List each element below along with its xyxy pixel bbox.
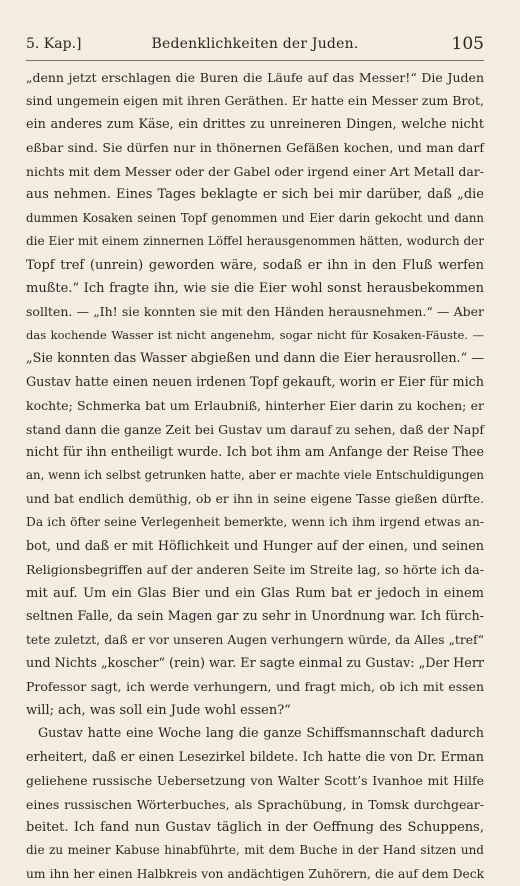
body-text [26,66,484,886]
text-line: die zu meiner Kabuse hinabführte, mit dem Buche in der Hand sitzen und [26,843,484,858]
text-line: das kochende Wasser ist nicht angenehm, sogar nicht für Kosaken-Fäuste. — [26,327,484,342]
text-line: stand dann die ganze Zeit bei Gustav um darauf zu sehen, daß der Napf [26,421,484,437]
text-line: mit auf. Um ein Glas Bier und ein Glas Rum bat er jedoch in einem [26,585,484,601]
chapter-label: 5. Kap.] [26,36,82,52]
text-line: ein anderes zum Käse, ein drittes zu unreineren Dingen, welche nicht [26,116,484,132]
text-line: Religionsbegriffen auf der anderen Seite im Streite lag, so hörte ich da- [26,562,484,578]
text-line: die Eier mit einem zinnernen Löffel herausgenommen hätten, wodurch der [26,234,484,249]
text-line: beitet. Ich fand nun Gustav täglich in der Oeffnung des Schuppens, [26,820,484,835]
text-line: tete zuletzt, daß er vor unseren Augen verhungern würde, da Alles „tref“ [26,632,484,647]
running-header [26,34,484,60]
page-number: 105 [451,34,484,54]
text-line: Topf tref (unrein) geworden wäre, sodaß er ihn in den Fluß werfen [26,257,484,273]
text-line: aus nehmen. Eines Tages beklagte er sich bei mir darüber, daß „die [26,187,484,203]
text-line: Gustav hatte eine Woche lang die ganze Schiffsmannschaft dadurch [38,726,484,742]
header-rule [26,60,484,61]
text-line: und Nichts „koscher“ (rein) war. Er sagte einmal zu Gustav: „Der Herr [26,655,485,671]
text-line: will; ach, was soll ein Jude wohl essen?“ [26,702,291,718]
text-line: dummen Kosaken seinen Topf genommen und Eier darin gekocht und dann [26,210,484,225]
text-line: Professor sagt, ich werde verhungern, und fragt mich, ob ich mit essen [26,679,484,695]
text-line: erheitert, daß er einen Lesezirkel bildete. Ich hatte die von Dr. Erman [26,749,484,765]
text-line: Gustav hatte einen neuen irdenen Topf gekauft, worin er Eier für mich [26,374,484,390]
text-line: kochte; Schmerka bat um Erlaubniß, hinterher Eier darin zu kochen; er [26,398,484,414]
text-line: sollten. — „Ih! sie konnten sie mit den Händen herausnehmen.“ — Aber [26,304,484,320]
text-line: eßbar sind. Sie dürfen nur in thönernen Gefäßen kochen, und man darf [26,140,484,156]
text-line: um ihn her einen Halbkreis von andächtigen Zuhörern, die auf dem Deck [26,866,484,881]
text-line: sind ungemein eigen mit ihren Geräthen. Er hatte ein Messer zum Brot, [26,93,484,109]
text-line: bot, und daß er mit Höflichkeit und Hunger auf der einen, und seinen [26,538,484,554]
text-line: und bat endlich demüthig, ob er ihn in seine eigene Tasse gießen dürfte. [26,491,484,506]
text-line: an, wenn ich selbst getrunken hatte, aber er machte viele Entschuldigungen [26,468,484,483]
text-line: „Sie konnten das Wasser abgießen und dann die Eier herausrollen.“ — [26,351,484,367]
text-line: nicht für ihn entheiligt wurde. Ich bot ihm am Anfange der Reise Thee [26,445,484,460]
text-line: „denn jetzt erschlagen die Buren die Läufe auf das Messer!“ Die Juden [26,70,484,85]
text-line: mußte.“ Ich fragte ihn, wie sie die Eier wohl sonst herausbekommen [26,280,484,296]
text-line: geliehene russische Uebersetzung von Walter Scott’s Ivanhoe mit Hilfe [26,773,484,789]
text-line: nichts mit dem Messer oder der Gabel oder irgend einer Art Metall dar- [26,163,484,179]
text-line: seltnen Falle, da sein Magen gar zu sehr in Unordnung war. Ich fürch- [26,609,484,625]
text-line: eines russischen Wörterbuches, als Sprachübung, in Tomsk durchgear- [26,796,484,812]
running-title: Bedenklichkeiten der Juden. [151,36,359,52]
text-line: Da ich öfter seine Verlegenheit bemerkte, wenn ich ihm irgend etwas an- [26,515,484,530]
